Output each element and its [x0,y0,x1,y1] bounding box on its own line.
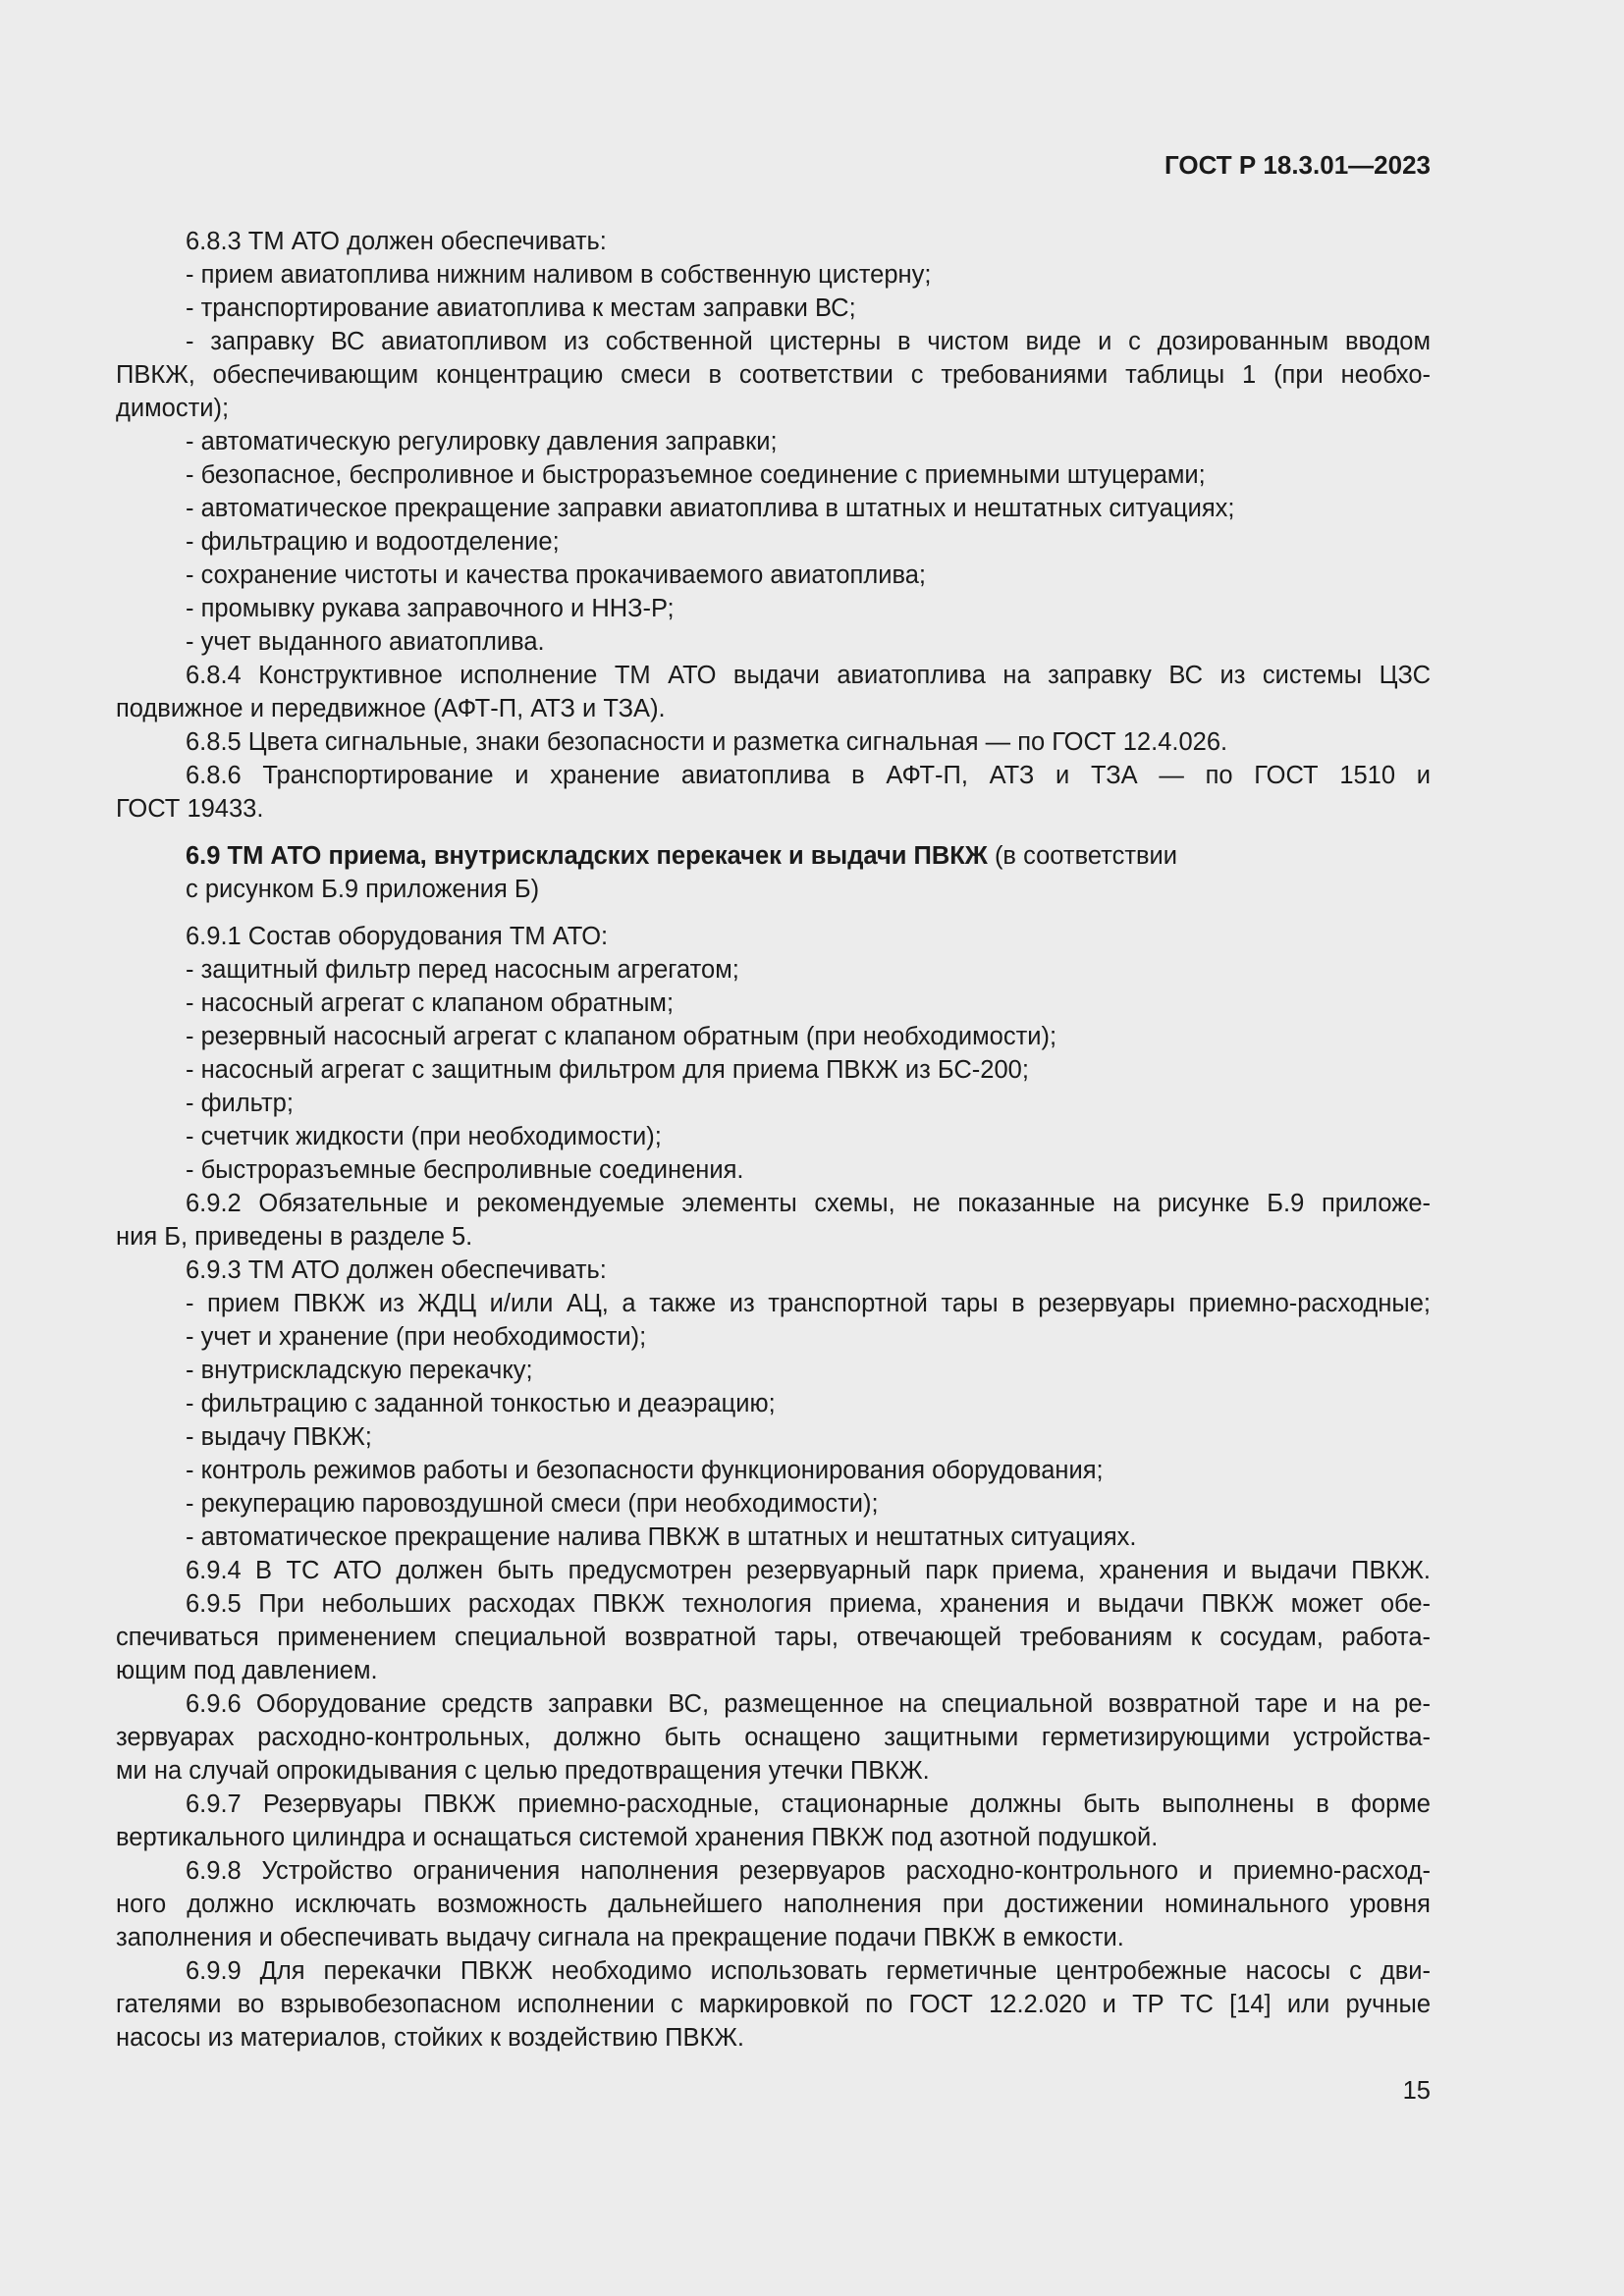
list-item: - быстроразъемные беспроливные соединения. [186,1156,744,1184]
list-item-continuation: ПВКЖ, обеспечивающим концентрацию смеси в соответствии с требованиями таблицы 1 (при необхо- [116,361,1431,389]
list-item: - безопасное, беспроливное и быстроразъемное соединение с приемными штуцерами; [186,461,1206,489]
para-6-9-7: 6.9.7 Резервуары ПВКЖ приемно-расходные, стационарные должны быть выполнены в форме [186,1790,1431,1818]
para-6-9-2-continuation: ния Б, приведены в разделе 5. [116,1223,473,1251]
para-6-9-5: 6.9.5 При небольших расходах ПВКЖ технология приема, хранения и выдачи ПВКЖ может обе- [186,1590,1431,1618]
para-6-8-3-title: 6.8.3 ТМ АТО должен обеспечивать: [186,228,607,255]
list-item: - автоматическую регулировку давления заправки; [186,428,778,455]
para-6-8-6-continuation: ГОСТ 19433. [116,795,264,823]
page-body [116,225,1431,2055]
list-item: - учет и хранение (при необходимости); [186,1323,647,1351]
document-code: ГОСТ Р 18.3.01—2023 [1164,150,1431,180]
para-6-9-6: 6.9.6 Оборудование средств заправки ВС, размещенное на специальной возвратной таре и на ре- [186,1690,1431,1718]
para-6-9-5-continuation: спечиваться применением специальной возвратной тары, отвечающей требованиям к сосудам, работа- [116,1624,1431,1651]
list-item: - выдачу ПВКЖ; [186,1423,372,1451]
para-6-9-8-continuation: ного должно исключать возможность дальнейшего наполнения при достижении номинального уровня [116,1891,1431,1918]
para-6-9-3-title: 6.9.3 ТМ АТО должен обеспечивать: [186,1256,607,1284]
list-item-continuation: димости); [116,395,230,422]
list-item: - счетчик жидкости (при необходимости); [186,1123,662,1150]
para-6-9-2: 6.9.2 Обязательные и рекомендуемые элементы схемы, не показанные на рисунке Б.9 приложе- [186,1190,1431,1217]
list-item: - резервный насосный агрегат с клапаном обратным (при необходимости); [186,1023,1057,1050]
para-6-9-6-continuation: зервуарах расходно-контрольных, должно быть оснащено защитными герметизирующими устройства- [116,1724,1431,1751]
list-item: - насосный агрегат с клапаном обратным; [186,989,675,1017]
list-item: - автоматическое прекращение заправки авиатоплива в штатных и нештатных ситуациях; [186,495,1235,522]
list-item: - заправку ВС авиатопливом из собственной цистерны в чистом виде и с дозированным вводом [186,328,1431,355]
para-6-8-5: 6.8.5 Цвета сигнальные, знаки безопасности и разметка сигнальная — по ГОСТ 12.4.026. [186,728,1228,756]
para-6-9-1-title: 6.9.1 Состав оборудования ТМ АТО: [186,923,609,950]
list-item: - учет выданного авиатоплива. [186,628,545,656]
para-6-9-9-continuation: насосы из материалов, стойких к воздействию ПВКЖ. [116,2024,744,2052]
list-item: - внутрискладскую перекачку; [186,1357,533,1384]
para-6-8-4-continuation: подвижное и передвижное (АФТ-П, АТЗ и ТЗА). [116,695,666,722]
para-6-8-6: 6.8.6 Транспортирование и хранение авиатоплива в АФТ-П, АТЗ и ТЗА — по ГОСТ 1510 и [186,762,1431,789]
page-number: 15 [1402,2077,1431,2105]
list-item: - прием авиатоплива нижним наливом в собственную цистерну; [186,261,932,289]
para-6-9-9-continuation: гателями во взрывобезопасном исполнении с маркировкой по ГОСТ 12.2.020 и ТР ТС [14] или ручные [116,1991,1431,2018]
para-6-8-4: 6.8.4 Конструктивное исполнение ТМ АТО выдачи авиатоплива на заправку ВС из системы ЦЗС [186,662,1431,689]
para-6-9-6-continuation: ми на случай опрокидывания с целью предотвращения утечки ПВКЖ. [116,1757,930,1785]
list-item: - автоматическое прекращение налива ПВКЖ в штатных и нештатных ситуациях. [186,1523,1137,1551]
section-heading-bold: 6.9 ТМ АТО приема, внутрискладских перекачек и выдачи ПВКЖ [186,842,988,870]
list-item: - защитный фильтр перед насосным агрегатом; [186,956,739,984]
para-6-9-5-continuation: ющим под давлением. [116,1657,378,1684]
list-item: - сохранение чистоты и качества прокачиваемого авиатоплива; [186,561,926,589]
para-6-9-7-continuation: вертикального цилиндра и оснащаться системой хранения ПВКЖ под азотной подушкой. [116,1824,1159,1851]
para-6-9-4: 6.9.4 В ТС АТО должен быть предусмотрен резервуарный парк приема, хранения и выдачи ПВКЖ. [186,1557,1431,1584]
list-item: - контроль режимов работы и безопасности функционирования оборудования; [186,1457,1104,1484]
list-item: - насосный агрегат с защитным фильтром для приема ПВКЖ из БС-200; [186,1056,1029,1084]
list-item: - рекуперацию паровоздушной смеси (при необходимости); [186,1490,879,1518]
section-heading-6-9 [116,839,1431,873]
para-6-9-9: 6.9.9 Для перекачки ПВКЖ необходимо использовать герметичные центробежные насосы с дви- [186,1957,1431,1985]
list-item: - фильтр; [186,1090,294,1117]
section-heading-line2: с рисунком Б.9 приложения Б) [186,876,540,903]
para-6-9-8-continuation: заполнения и обеспечивать выдачу сигнала на прекращение подачи ПВКЖ в емкости. [116,1924,1124,1951]
list-item: - фильтрацию с заданной тонкостью и деаэрацию; [186,1390,776,1417]
list-item: - транспортирование авиатоплива к местам заправки ВС; [186,294,856,322]
list-item: - прием ПВКЖ из ЖДЦ и/или АЦ, а также из транспортной тары в резервуары приемно-расходные; [186,1290,1431,1317]
list-item: - фильтрацию и водоотделение; [186,528,560,556]
list-item: - промывку рукава заправочного и ННЗ-Р; [186,595,675,622]
section-heading-rest: (в соответствии [987,842,1178,870]
para-6-9-8: 6.9.8 Устройство ограничения наполнения резервуаров расходно-контрольного и приемно-расход- [186,1857,1431,1885]
